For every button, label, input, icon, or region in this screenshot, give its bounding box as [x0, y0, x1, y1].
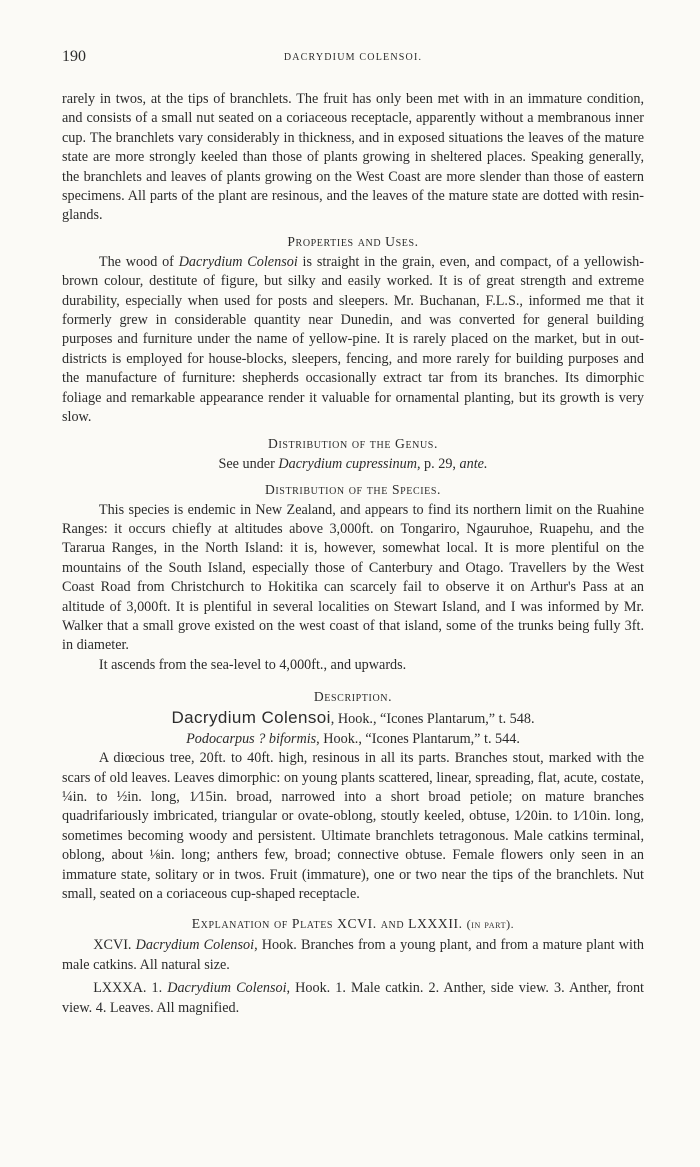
plate-xcvi-paragraph: XCVI. Dacrydium Colensoi, Hook. Branches from a young plant, and from a mature plant with male catkins. All natural size. — [62, 937, 644, 973]
genus-see-under: See under Dacrydium cupressinum, p. 29, ante. — [218, 455, 488, 472]
heading-species-distribution: Distribution of the Species. — [264, 481, 442, 497]
heading-properties: Properties and Uses. — [287, 233, 419, 249]
description-paragraph: A diœcious tree, 20ft. to 40ft. high, resinous in all its parts. Branches stout, marked with the scars of old leaves. Leaves dimorphic: on young plants scattered, linear, spreading, flat, acute, costate, ¼in. to ½in. long, 1⁄15in. broad, narrowed into a short broad petiole; on mature branches quadrifariously imbricated, triangular or ovate-oblong, stoutly keeled, obtuse, 1⁄20in. to 1⁄10in. long, sometimes becoming woody and persistent. Ultimate branchlets tetragonous. Male catkins terminal, oblong, about ⅛in. long; anthers few, broad; connective obtuse. Female flowers only seen in an immature state, solitary or in twos. Fruit (immature), one or two near the tips of the branchlets. Nut small, seated on a coriaceous cup-shaped receptacle. — [62, 750, 644, 902]
heading-description: Description. — [313, 689, 393, 705]
synonym-line: Podocarpus ? biformis, Hook., “Icones Plantarum,” t. 544. — [186, 731, 520, 748]
page — [62, 48, 644, 1018]
species-name-line: Dacrydium Colensoi, Hook., “Icones Plantarum,” t. 548. — [171, 708, 535, 728]
plate-lxxxa-paragraph: LXXXA. 1. Dacrydium Colensoi, Hook. 1. Male catkin. 2. Anther, side view. 3. Anther, front view. 4. Leaves. All magnified. — [62, 980, 644, 1016]
species-paragraph: This species is endemic in New Zealand, and appears to find its northern limit on the Ruahine Ranges: it occurs chiefly at altitudes above 3,000ft. on Tongariro, Ngauruhoe, Ruapehu, and the Tararua Ranges, in the North Island: it is, however, somewhat local. It is more plentiful on the mountains of the South Island, especially those of Canterbury and Otago. Travellers by the West Coast Road from Christchurch to Hokitika can scarcely fail to observe it on Arthur's Pass at an altitude of 3,000ft. It is plentiful in several localities on Stewart Island, and I was informed by Mr. Walker that a small grove existed on the west coast of that island, some of the trunks being fully 3ft. in diameter. — [62, 501, 644, 654]
heading-genus-distribution: Distribution of the Genus. — [268, 435, 438, 451]
heading-plates: Explanation of Plates XCVI. and LXXXII. (in part). — [191, 916, 515, 932]
altitude-paragraph: It ascends from the sea-level to 4,000ft., and upwards. — [98, 656, 407, 673]
page-number: 190 — [62, 48, 86, 65]
page-header — [62, 48, 644, 70]
continued-paragraph: rarely in twos, at the tips of branchlets. The fruit has only been met with in an immature condition, and consists of a small nut seated on a coriaceous receptacle, apparently without a membranous inner cup. The branchlets vary considerably in thickness, and in exposed situations the leaves of the mature state are more strongly keeled than those of plants growing in sheltered places. Speaking generally, the branchlets and leaves of plants growing on the West Coast are more slender than those of eastern specimens. All parts of the plant are resinous, and the leaves of the mature state are dotted with resin-glands. — [62, 91, 644, 224]
running-head: DACRYDIUM COLENSOI. — [283, 52, 423, 63]
properties-paragraph: The wood of Dacrydium Colensoi is straight in the grain, even, and compact, of a yellowish-brown colour, destitute of figure, but silky and easily worked. It is of great strength and extreme durability, especially when used for posts and sleepers. Mr. Buchanan, F.L.S., informed me that it formerly grew in considerable quantity near Dunedin, and was converted for general building purposes and furniture under the name of yellow-pine. It is rarely placed on the market, but in out-districts is employed for house-blocks, sleepers, fencing, and more rarely for building purposes and the manufacture of furniture: shepherds occasionally extract tar from its branches. Its dimorphic foliage and remarkable appearance render it valuable for ornamental planting, but its growth is very slow. — [62, 253, 644, 426]
